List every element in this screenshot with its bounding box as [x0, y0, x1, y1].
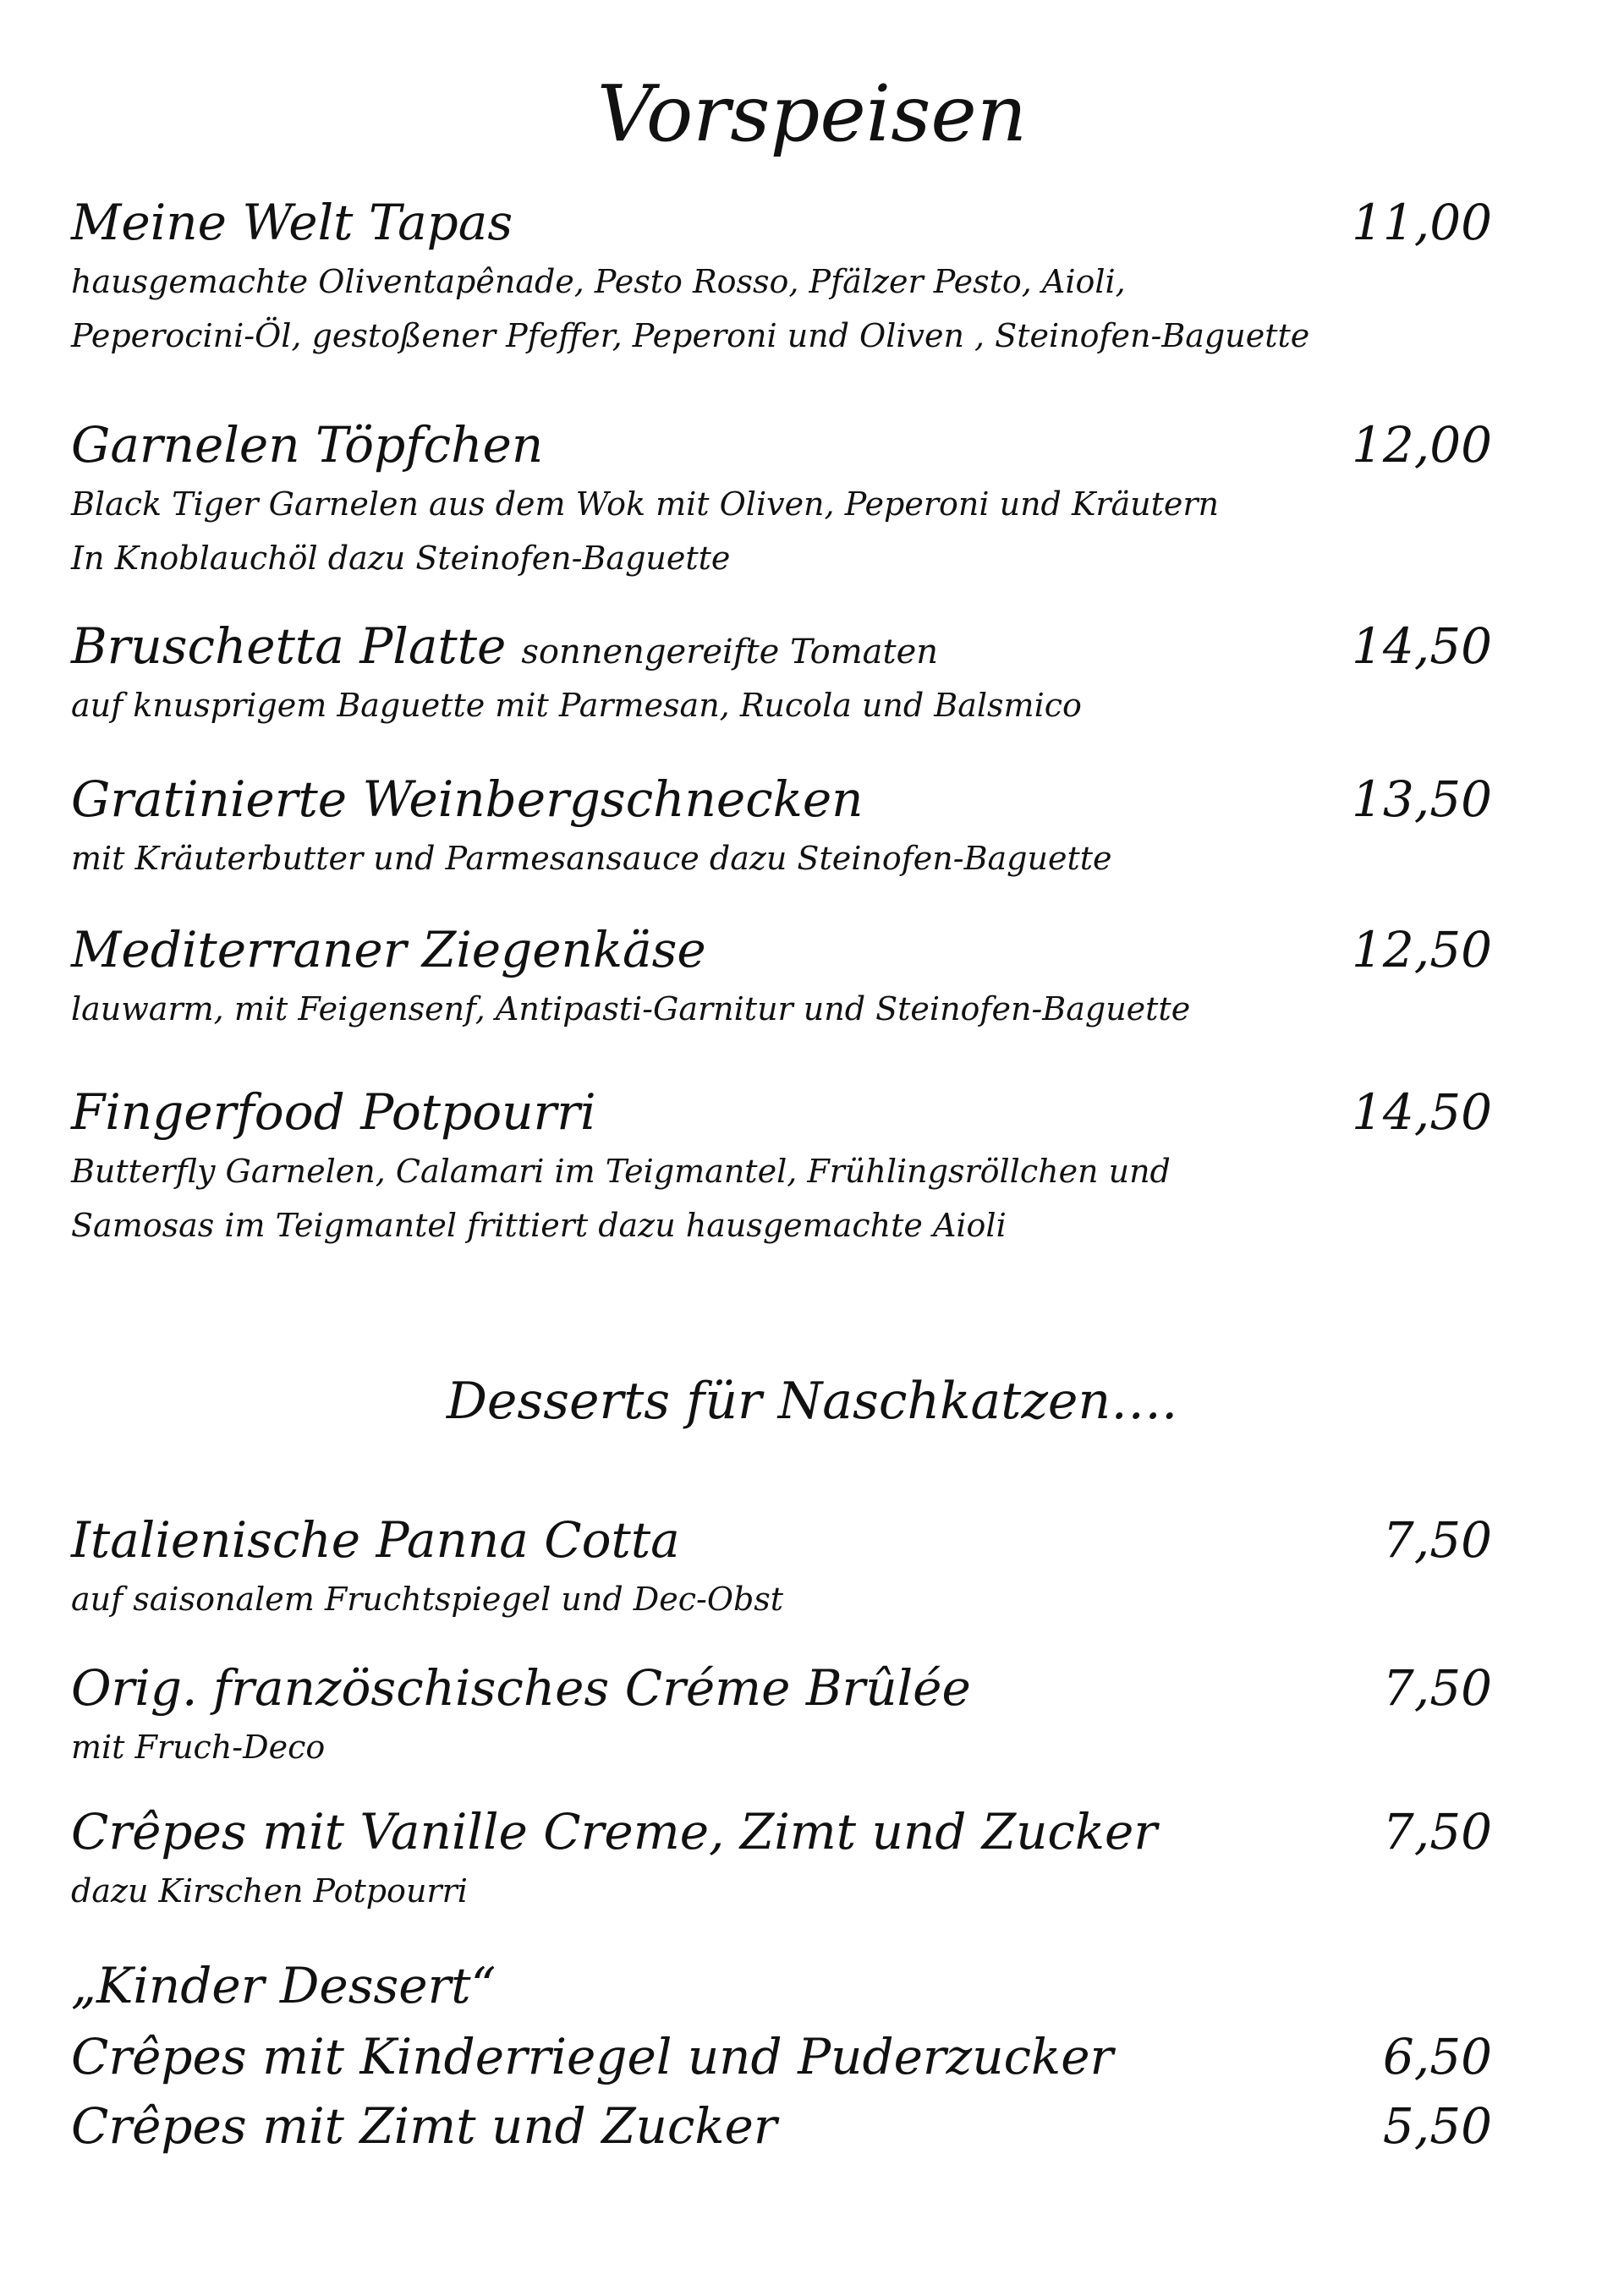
item-price: 12,50 [1351, 921, 1492, 978]
item-name: Mediterraner Ziegenkäse [71, 921, 706, 978]
menu-item [71, 1800, 1492, 1918]
item-price: 12,00 [1351, 416, 1492, 474]
menu-item [71, 1656, 1492, 1774]
menu-item [71, 2025, 1492, 2089]
section-title-vorspeisen: Vorspeisen [596, 68, 1028, 159]
item-description: lauwarm, mit Feigensenf, Antipasti-Garnitur und Steinofen-Baguette [71, 990, 1191, 1027]
menu-item [71, 1508, 1492, 1626]
item-name: Orig. französchisches Créme Brûlée [71, 1659, 971, 1717]
item-description: auf saisonalem Fruchtspiegel und Dec-Obst [71, 1581, 784, 1618]
item-name: Garnelen Töpfchen [71, 416, 544, 474]
section-title-desserts: Desserts für Naschkatzen…. [446, 1372, 1178, 1431]
menu-item [71, 614, 1492, 732]
item-description: mit Fruch-Deco [71, 1729, 326, 1766]
item-description: hausgemachte Oliventapênade, Pesto Rosso, Pfälzer Pesto, Aioli, [71, 263, 1126, 300]
kids-dessert-heading: „Kinder Dessert“ [71, 1957, 497, 2014]
item-name-text: Bruschetta Platte [71, 617, 507, 675]
item-name: Gratinierte Weinbergschnecken [71, 770, 864, 828]
item-description: In Knoblauchöl dazu Steinofen-Baguette [71, 540, 731, 577]
item-description: dazu Kirschen Potpourri [71, 1872, 468, 1910]
menu-item [71, 767, 1492, 885]
item-price: 5,50 [1382, 2097, 1492, 2155]
item-name: Crêpes mit Kinderriegel und Puderzucker [71, 2028, 1114, 2085]
menu-item [71, 1080, 1492, 1252]
menu-item [71, 2094, 1492, 2158]
menu-item [71, 918, 1492, 1036]
menu-item [71, 190, 1492, 363]
item-name: Italienische Panna Cotta [71, 1511, 680, 1569]
item-price: 11,00 [1351, 194, 1492, 251]
item-name: Crêpes mit Vanille Creme, Zimt und Zucker [71, 1803, 1158, 1860]
item-description: Samosas im Teigmantel frittiert dazu hausgemachte Aioli [71, 1207, 1007, 1244]
item-price: 6,50 [1382, 2028, 1492, 2085]
item-price: 7,50 [1382, 1659, 1492, 1717]
item-note: sonnengereifte Tomaten [521, 633, 938, 671]
item-price: 7,50 [1382, 1511, 1492, 1569]
item-description: Peperocini-Öl, gestoßener Pfeffer, Peperoni und Oliven , Steinofen-Baguette [71, 317, 1310, 354]
item-description: auf knusprigem Baguette mit Parmesan, Rucola und Balsmico [71, 687, 1082, 724]
item-price: 13,50 [1351, 770, 1492, 828]
item-name [71, 614, 938, 684]
item-name: Fingerfood Potpourri [71, 1083, 596, 1141]
item-price: 14,50 [1351, 1083, 1492, 1141]
item-price: 7,50 [1382, 1803, 1492, 1860]
item-name: Crêpes mit Zimt und Zucker [71, 2097, 777, 2155]
item-name: Meine Welt Tapas [71, 194, 513, 251]
menu-item [71, 413, 1492, 585]
item-description: Black Tiger Garnelen aus dem Wok mit Oliven, Peperoni und Kräutern [71, 485, 1220, 523]
item-description: mit Kräuterbutter und Parmesansauce dazu Steinofen-Baguette [71, 840, 1112, 877]
item-price: 14,50 [1351, 617, 1492, 675]
item-description: Butterfly Garnelen, Calamari im Teigmantel, Frühlingsröllchen und [71, 1153, 1171, 1190]
